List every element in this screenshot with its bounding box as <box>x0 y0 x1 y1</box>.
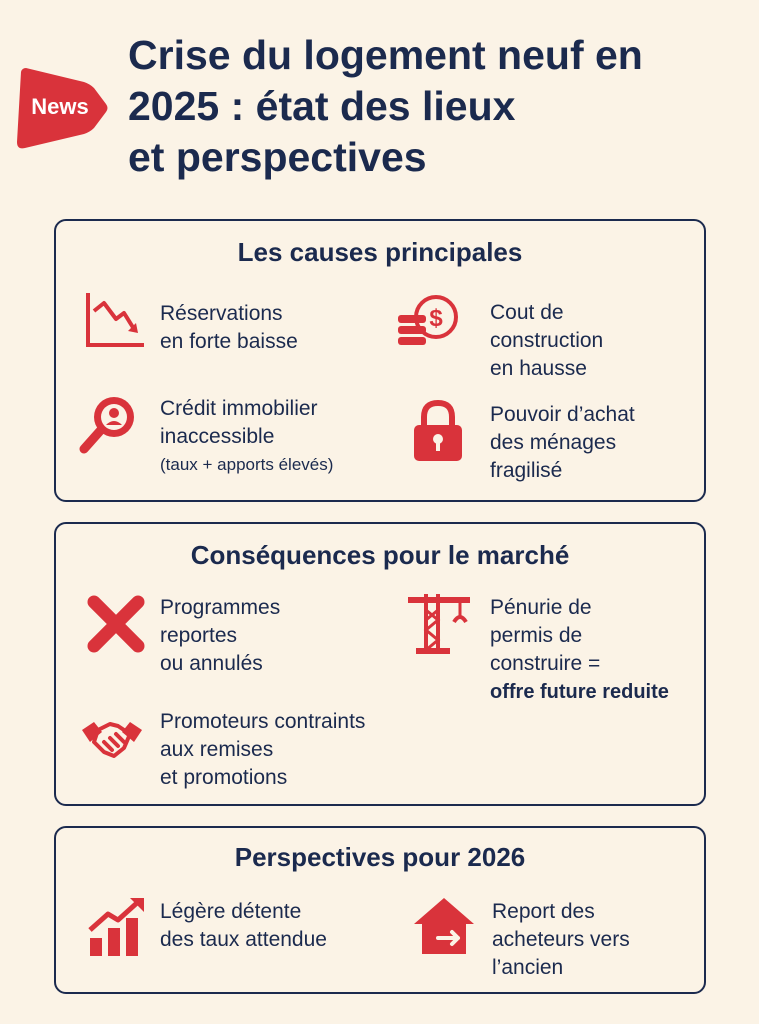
cross-icon <box>84 592 148 656</box>
handshake-icon <box>80 708 144 772</box>
consequence-2-line-2: permis de <box>490 624 583 647</box>
title-line-1: Crise du logement neuf en <box>128 32 643 78</box>
cause-3-line-1: Crédit immobilier <box>160 397 318 420</box>
consequence-2-line-1: Pénurie de <box>490 596 592 619</box>
cause-4-line-2: des ménages <box>490 431 617 454</box>
padlock-icon <box>406 399 470 463</box>
consequences-heading: Conséquences pour le marché <box>190 540 570 570</box>
outlook-2-line-1: Report des <box>492 900 595 923</box>
svg-text:$: $ <box>429 305 443 332</box>
outlook-1-line-1: Légère détente <box>160 900 302 923</box>
outlook-card <box>54 826 706 994</box>
consequence-item-3 <box>160 708 365 792</box>
consequence-1-line-1: Programmes <box>160 596 281 619</box>
outlook-heading: Perspectives pour 2026 <box>234 842 526 872</box>
cause-item-1 <box>160 300 298 356</box>
cause-1-line-2: en forte baisse <box>160 330 298 353</box>
crane-icon <box>406 590 470 654</box>
cause-item-4 <box>490 401 635 485</box>
outlook-2-line-3: l’ancien <box>492 956 564 979</box>
consequence-item-2 <box>490 594 669 706</box>
cause-item-3 <box>160 395 333 479</box>
consequence-2-emphasis: offre future reduite <box>490 681 669 703</box>
consequence-3-line-2: aux remises <box>160 738 274 761</box>
cause-2-line-2: construction <box>490 329 604 352</box>
house-arrow-icon <box>412 894 476 958</box>
cause-item-2 <box>490 299 603 383</box>
news-badge <box>14 62 108 154</box>
cause-4-line-1: Pouvoir d’achat <box>490 403 635 426</box>
consequence-3-line-3: et promotions <box>160 766 288 789</box>
causes-card <box>54 219 706 502</box>
title-line-2: 2025 : état des lieux <box>128 83 516 129</box>
causes-heading: Les causes principales <box>237 237 523 267</box>
title-line-3: et perspectives <box>128 134 427 180</box>
declining-chart-icon <box>82 287 146 351</box>
cause-2-line-1: Cout de <box>490 301 564 324</box>
consequence-1-line-3: ou annulés <box>160 652 263 675</box>
consequence-item-1 <box>160 594 280 678</box>
news-badge-label: News <box>31 94 89 119</box>
page-title <box>128 30 748 183</box>
consequence-1-line-2: reportes <box>160 624 238 647</box>
outlook-2-line-2: acheteurs vers <box>492 928 630 951</box>
cause-4-line-3: fragilisé <box>490 459 563 482</box>
consequence-2-line-3: construire = <box>490 652 601 675</box>
magnifier-person-icon <box>78 391 142 455</box>
outlook-1-line-2: des taux attendue <box>160 928 327 951</box>
rising-chart-icon <box>86 894 150 958</box>
outlook-item-1 <box>160 898 327 954</box>
consequence-3-line-1: Promoteurs contraints <box>160 710 366 733</box>
cause-3-note: (taux + apports élevés) <box>160 455 334 474</box>
outlook-item-2 <box>492 898 630 982</box>
consequences-card <box>54 522 706 806</box>
cause-2-line-3: en hausse <box>490 357 587 380</box>
cause-1-line-1: Réservations <box>160 302 283 325</box>
cause-3-line-2: inaccessible <box>160 425 275 448</box>
coins-dollar-icon <box>394 287 458 351</box>
